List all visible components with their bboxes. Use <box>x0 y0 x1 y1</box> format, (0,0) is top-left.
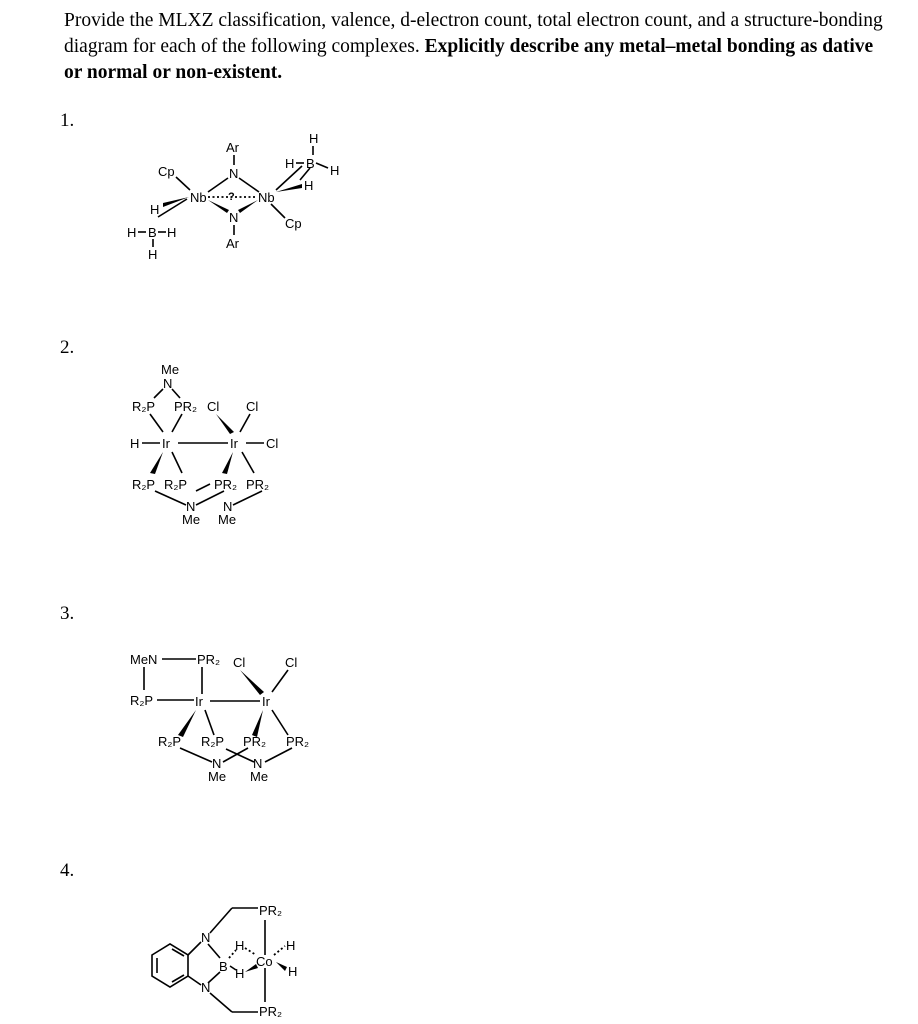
s4-h-bridge-top: H <box>235 938 245 953</box>
s1-h-left2: H <box>167 225 177 240</box>
s4-co: Co <box>256 954 273 969</box>
s3-pr2-2: PR₂ <box>286 734 310 749</box>
s1-question-mark: ? <box>228 191 235 203</box>
s1-b-left: B <box>148 225 157 240</box>
s3-ir-left: Ir <box>195 694 203 709</box>
s1-h-right3: H <box>304 178 314 193</box>
s1-h-top: H <box>309 131 319 146</box>
s2-n-right: N <box>223 499 233 514</box>
s2-ir-right: Ir <box>230 436 238 451</box>
s3-cl-1: Cl <box>233 655 246 670</box>
s4-bond <box>229 950 236 958</box>
s1-nb-left: Nb <box>190 190 207 205</box>
s2-me-right: Me <box>218 512 237 527</box>
s3-me-left: Me <box>208 769 227 784</box>
s1-n-bottom: N <box>229 210 239 225</box>
s4-n-bottom: N <box>201 980 211 995</box>
s4-bond <box>172 975 184 982</box>
prompt-normal-text: Provide the MLXZ classification, valence, d-electron count, total electron count, and a structure-bonding diagram for each of the following complexes. <box>64 10 883 57</box>
s3-me-right: Me <box>250 769 269 784</box>
s2-n-left: N <box>186 499 196 514</box>
s3-cl-2: Cl <box>285 655 298 670</box>
s1-h-right: H <box>285 156 295 171</box>
s2-pr2-1: PR₂ <box>214 477 238 492</box>
question-number-2: 2. <box>60 337 75 358</box>
s2-h: H <box>130 436 140 451</box>
s4-wedge-bond <box>276 962 287 971</box>
s2-r2p-2: R₂P <box>164 477 188 492</box>
s4-pr2-bottom: PR₂ <box>259 1004 283 1019</box>
question-number-4: 4. <box>60 860 75 881</box>
s4-h-bridge-bottom: H <box>235 966 245 981</box>
s3-pr2-1: PR₂ <box>243 734 267 749</box>
s1-h-left: H <box>127 225 137 240</box>
s2-n-top: N <box>163 376 173 391</box>
question-number-1: 1. <box>60 110 75 131</box>
question-number-3: 3. <box>60 603 75 624</box>
s1-cp-left: Cp <box>158 164 175 179</box>
s4-bond <box>210 993 232 1012</box>
s4-bond <box>208 944 220 958</box>
s1-h-right2: H <box>330 163 340 178</box>
s2-pr2-top: PR₂ <box>174 399 198 414</box>
s4-bond <box>274 946 285 955</box>
s4-n-top: N <box>201 930 211 945</box>
s2-r2p-1: R₂P <box>132 477 156 492</box>
s2-cl-1: Cl <box>207 399 220 414</box>
s4-bond <box>188 942 201 955</box>
s1-cp-right: Cp <box>285 216 302 231</box>
s1-nb-right: Nb <box>258 190 275 205</box>
s1-ar-bottom: Ar <box>226 236 239 251</box>
s3-r2p-1: R₂P <box>158 734 182 749</box>
s2-me-left: Me <box>182 512 201 527</box>
s4-h-2: H <box>288 964 298 979</box>
s1-n-top: N <box>229 166 239 181</box>
s3-ir-right: Ir <box>262 694 270 709</box>
s2-r2p-top: R₂P <box>132 399 156 414</box>
s3-r2p-2: R₂P <box>201 734 225 749</box>
s3-pr2-top: PR₂ <box>197 652 221 667</box>
s1-ar-top: Ar <box>226 140 239 155</box>
s4-bond <box>245 948 256 955</box>
s2-pr2-2: PR₂ <box>246 477 270 492</box>
s4-b: B <box>219 959 228 974</box>
s3-n-right: N <box>253 756 263 771</box>
s4-bond <box>210 908 232 933</box>
s2-me-top: Me <box>161 362 180 377</box>
s2-cl-3: Cl <box>266 436 279 451</box>
s4-pr2-top: PR₂ <box>259 903 283 918</box>
s4-bond <box>188 976 201 985</box>
s2-ir-left: Ir <box>162 436 170 451</box>
s2-cl-2: Cl <box>246 399 259 414</box>
s1-h-left3: H <box>148 247 158 262</box>
s3-men: MeN <box>130 652 158 667</box>
s3-n-left: N <box>212 756 222 771</box>
s4-h-1: H <box>286 938 296 953</box>
s4-bond <box>172 949 184 956</box>
s1-h-bridge-left: H <box>150 202 160 217</box>
s1-b-right: B <box>306 156 315 171</box>
prompt-bold-text: Explicitly describe any metal–metal bonding as dative or normal or non-existent. <box>64 36 874 83</box>
s3-r2p: R₂P <box>130 693 154 708</box>
